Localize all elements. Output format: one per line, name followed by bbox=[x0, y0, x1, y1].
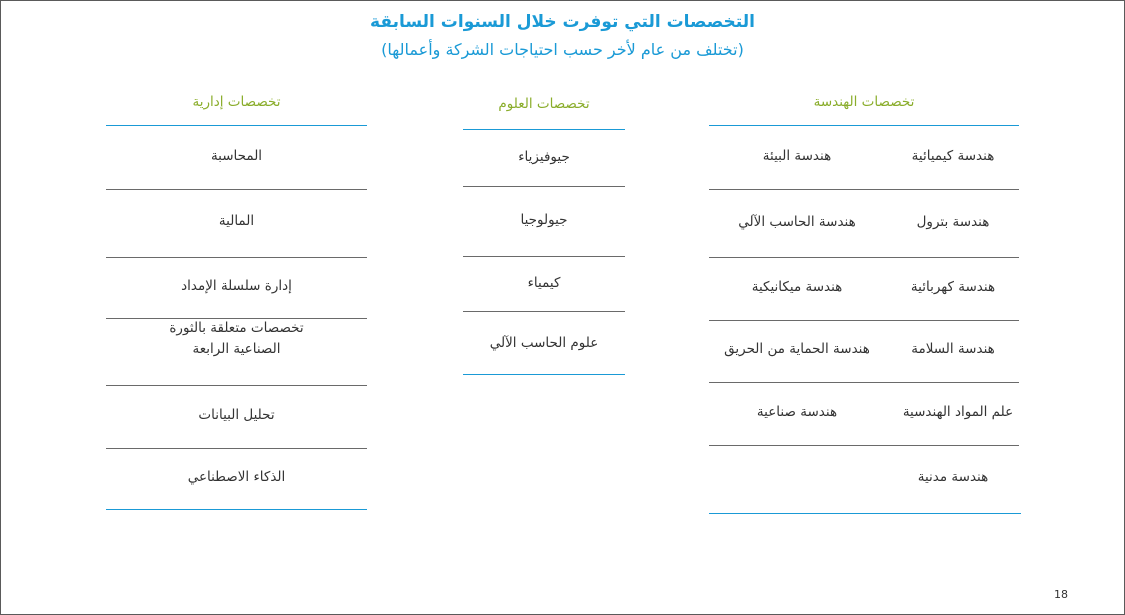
engineering-item: هندسة بترول bbox=[916, 214, 990, 230]
admin-header-rule bbox=[106, 125, 367, 126]
engineering-header-rule bbox=[709, 125, 1019, 126]
admin-item: الذكاء الاصطناعي bbox=[187, 469, 286, 485]
admin-item: المالية bbox=[218, 213, 255, 229]
row-divider bbox=[709, 320, 1019, 321]
engineering-item: علم المواد الهندسية bbox=[902, 404, 1014, 420]
engineering-item: هندسة الحاسب الآلي bbox=[738, 214, 856, 230]
row-divider bbox=[106, 189, 367, 190]
engineering-item: هندسة ميكانيكية bbox=[751, 279, 843, 295]
admin-item: إدارة سلسلة الإمداد bbox=[181, 278, 292, 294]
engineering-item: هندسة السلامة bbox=[911, 341, 995, 357]
engineering-item: هندسة كهربائية bbox=[910, 279, 996, 295]
engineering-item: هندسة البيئة bbox=[762, 148, 832, 164]
admin-column-header: تخصصات إدارية bbox=[192, 94, 281, 110]
row-divider bbox=[709, 189, 1019, 190]
slide-subtitle: (تختلف من عام لأخر حسب احتياجات الشركة وأعمالها) bbox=[381, 40, 744, 59]
engineering-column-header: تخصصات الهندسة bbox=[813, 94, 915, 110]
engineering-item: هندسة صناعية bbox=[756, 404, 838, 420]
page-number: 18 bbox=[1054, 588, 1068, 601]
row-divider bbox=[463, 311, 625, 312]
engineering-item: هندسة مدنية bbox=[917, 469, 989, 485]
admin-bottom-rule bbox=[106, 509, 367, 510]
row-divider bbox=[709, 257, 1019, 258]
row-divider bbox=[709, 445, 1019, 446]
row-divider bbox=[463, 186, 625, 187]
admin-item: تحليل البيانات bbox=[198, 407, 275, 423]
engineering-bottom-rule bbox=[709, 513, 1021, 514]
engineering-item: هندسة كيميائية bbox=[911, 148, 995, 164]
row-divider bbox=[106, 385, 367, 386]
science-bottom-rule bbox=[463, 374, 625, 375]
science-item: جيولوجيا bbox=[520, 212, 568, 228]
row-divider bbox=[106, 257, 367, 258]
science-item: كيمياء bbox=[527, 275, 561, 291]
slide-title: التخصصات التي توفرت خلال السنوات السابقة bbox=[370, 12, 755, 32]
science-header-rule bbox=[463, 129, 625, 130]
admin-item: المحاسبة bbox=[210, 148, 263, 164]
row-divider bbox=[463, 256, 625, 257]
science-column-header: تخصصات العلوم bbox=[498, 96, 590, 112]
admin-item: تخصصات متعلقة بالثورة الصناعية الرابعة bbox=[169, 320, 304, 357]
row-divider bbox=[106, 448, 367, 449]
engineering-item: هندسة الحماية من الحريق bbox=[724, 341, 870, 357]
row-divider bbox=[709, 382, 1019, 383]
science-item: جيوفيزياء bbox=[518, 149, 570, 165]
science-item: علوم الحاسب الآلي bbox=[489, 335, 599, 351]
